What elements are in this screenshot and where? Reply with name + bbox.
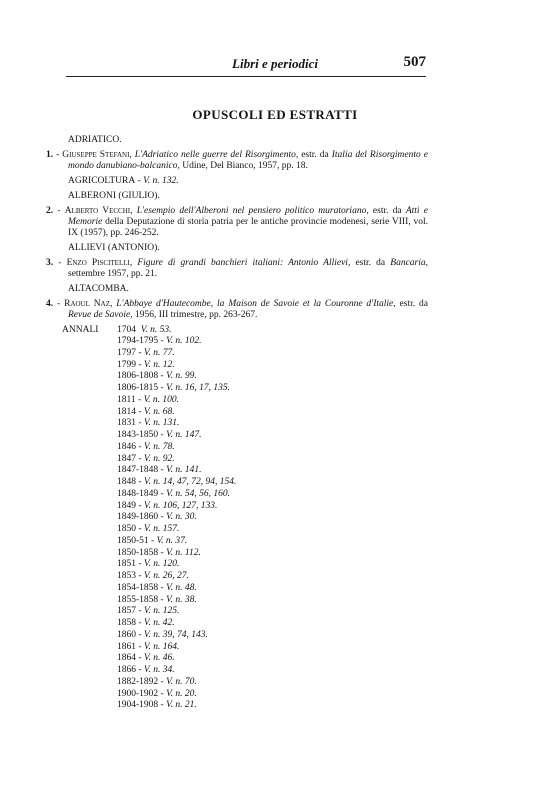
entry-rest: Udine, Del Bianco, 1957, pp. 18.: [179, 161, 308, 171]
year-crossref: V. n. 39, 74, 143.: [143, 629, 208, 640]
annali-year-row: 1847 - V. n. 92.: [117, 453, 175, 464]
entry-rest: settembre 1957, pp. 21.: [68, 269, 158, 279]
year-crossref: V. n. 99.: [166, 371, 197, 382]
heading-text: ALBERONI (GIULIO).: [68, 191, 160, 201]
bibliography-entry: 3. - Enzo Piscitelli, Figure di grandi banchieri italiani: Antonio Allievi, estr. da Bancaria, settembre 1957, pp. 21.: [46, 258, 429, 279]
year-range: 1846: [117, 441, 136, 452]
annali-year-row: 1850-1858 - V. n. 112.: [117, 547, 201, 558]
annali-year-row: 1904-1908 - V. n. 21.: [117, 700, 197, 711]
year-crossref: V. n. 54, 56, 160.: [166, 488, 231, 499]
annali-year-row: 1882-1892 - V. n. 70.: [117, 676, 197, 687]
year-range: 1849: [117, 500, 136, 511]
year-crossref: V. n. 16, 17, 135.: [166, 383, 231, 393]
annali-year-row: 1861 - V. n. 164.: [117, 641, 180, 652]
year-range: 1847: [117, 453, 136, 464]
annali-year-row: 1794-1795 - V. n. 102.: [117, 336, 202, 346]
annali-year-row: 1847-1848 - V. n. 141.: [117, 465, 202, 476]
year-crossref: V. n. 46.: [143, 653, 175, 664]
entry-author: Giuseppe Stefani,: [62, 150, 132, 160]
year-range: 1882-1892: [117, 676, 159, 687]
year-crossref: V. n. 164.: [143, 641, 180, 652]
annali-year-row: 1848-1849 - V. n. 54, 56, 160.: [117, 488, 231, 499]
year-crossref: V. n. 157.: [143, 524, 180, 534]
year-crossref: V. n. 106, 127, 133.: [143, 500, 218, 511]
entry-middle: estr. da: [368, 206, 406, 216]
year-range: 1857: [117, 606, 136, 617]
annali-year-row: 1858 - V. n. 42.: [117, 618, 175, 628]
year-crossref: V. n. 30.: [166, 512, 197, 523]
year-range: 1806-1815: [117, 383, 159, 393]
entry-number: 1.: [46, 150, 54, 160]
heading-crossref: - V. n. 132.: [135, 176, 179, 186]
annali-first-year: 1704: [117, 325, 136, 335]
entry-source: Revue de Savoie,: [68, 310, 133, 320]
heading-text: ALTACOMBA.: [68, 284, 129, 294]
year-range: 1794-1795: [117, 336, 159, 346]
year-range: 1849-1860: [117, 512, 159, 523]
year-range: 1831: [117, 418, 136, 429]
running-title: Libri e periodici: [232, 56, 318, 71]
annali-year-row: 1853 - V. n. 26, 27.: [117, 571, 189, 581]
year-range: 1797: [117, 347, 136, 358]
year-crossref: V. n. 125.: [143, 606, 180, 617]
year-crossref: V. n. 37.: [156, 535, 188, 546]
year-range: 1811: [117, 394, 136, 405]
year-range: 1853: [117, 571, 136, 581]
year-crossref: V. n. 102.: [166, 336, 202, 346]
year-range: 1864: [117, 653, 136, 664]
year-crossref: V. n. 21.: [166, 700, 197, 711]
year-range: 1848-1849: [117, 488, 159, 499]
index-heading: [68, 284, 428, 295]
entry-number: 2.: [46, 206, 54, 216]
heading-text: ALLIEVI (ANTONIO).: [68, 243, 160, 253]
header-rule: [66, 76, 426, 77]
annali-label: ANNALI: [62, 325, 99, 335]
entry-source: Bancaria,: [390, 258, 429, 268]
annali-year-row: 1848 - V. n. 14, 47, 72, 94, 154.: [117, 477, 237, 487]
year-crossref: V. n. 68.: [143, 406, 175, 417]
entry-number: 3.: [46, 258, 54, 268]
annali-year-row: 1860 - V. n. 39, 74, 143.: [117, 629, 208, 640]
heading-text: ADRIATICO.: [68, 135, 122, 145]
entry-middle: estr. da: [298, 150, 332, 160]
year-crossref: V. n. 70.: [166, 676, 197, 687]
annali-year-row: 1854-1858 - V. n. 48.: [117, 582, 197, 593]
entry-title: L'Adriatico nelle guerre del Risorgimento,: [134, 150, 299, 160]
year-crossref: V. n. 77.: [143, 347, 175, 358]
entry-middle: estr. da: [395, 299, 428, 309]
entry-title: L'Abbaye d'Hautecombe, la Maison de Savoie et la Couronne d'Italie,: [116, 299, 396, 309]
year-crossref: V. n. 131.: [143, 418, 180, 429]
entry-author: Alberto Vecchi,: [64, 206, 133, 216]
year-range: 1799: [117, 359, 136, 370]
annali-year-row: 1864 - V. n. 46.: [117, 653, 175, 664]
entry-source: Italia del Risorgimento e mondo danubiano-balcanico,: [68, 150, 428, 171]
year-range: 1806-1808: [117, 371, 159, 382]
year-crossref: V. n. 141.: [166, 465, 202, 476]
annali-year-row: 1851 - V. n. 120.: [117, 559, 180, 570]
section-title: OPUSCOLI ED ESTRATTI: [192, 107, 358, 122]
annali-year-row: 1799 - V. n. 12.: [117, 359, 175, 370]
year-range: 1904-1908: [117, 700, 159, 711]
entry-rest: 1956, III trimestre, pp. 263-267.: [132, 310, 258, 320]
year-range: 1854-1858: [117, 582, 159, 593]
entry-title: Figure di grandi banchieri italiani: Antonio Allievi,: [137, 258, 351, 268]
heading-text: AGRICOLTURA: [68, 176, 136, 186]
annali-year-row: 1806-1808 - V. n. 99.: [117, 371, 197, 382]
year-crossref: V. n. 147.: [166, 430, 202, 440]
annali-year-row: 1866 - V. n. 34.: [117, 665, 175, 675]
year-range: 1866: [117, 665, 136, 675]
annali-year-row: 1846 - V. n. 78.: [117, 441, 175, 452]
year-crossref: V. n. 42.: [143, 618, 175, 628]
annali-year-row: 1850-51 - V. n. 37.: [117, 535, 188, 546]
entry-source: Atti e Memorie: [68, 206, 428, 227]
annali-year-row: 1850 - V. n. 157.: [117, 524, 180, 534]
annali-year-row: 1814 - V. n. 68.: [117, 406, 175, 417]
page-header: [0, 0, 550, 90]
year-range: 1860: [117, 629, 136, 640]
year-crossref: V. n. 38.: [166, 594, 197, 605]
bibliography-entry: 4. - Raoul Naz, L'Abbaye d'Hautecombe, la Maison de Savoie et la Couronne d'Italie, estr. da Revue de Savoie, 1956, III trimestre, pp. 263-267.: [46, 299, 428, 320]
year-crossref: V. n. 78.: [143, 441, 175, 452]
year-range: 1851: [117, 559, 136, 570]
year-range: 1847-1848: [117, 465, 159, 476]
bibliography-entry: 2. - Alberto Vecchi, L'esempio dell'Alberoni nel pensiero politico muratoriano, estr. da Atti e Memorie della Deputazione di storia patria per le antiche provincie modenesi, serie VIII, vol. IX (1957), pp. 246-252.: [46, 206, 428, 238]
index-content: [46, 135, 429, 712]
annali-year-row: 1900-1902 - V. n. 20.: [117, 688, 197, 699]
entry-number: 4.: [46, 299, 54, 309]
year-crossref: V. n. 92.: [143, 453, 175, 464]
year-crossref: V. n. 20.: [166, 688, 197, 699]
year-crossref: V. n. 120.: [143, 559, 180, 570]
year-range: 1861: [117, 641, 136, 652]
annali-year-row: 1855-1858 - V. n. 38.: [117, 594, 197, 605]
annali-year-row: 1843-1850 - V. n. 147.: [117, 430, 202, 440]
year-range: 1848: [117, 477, 136, 487]
year-range: 1843-1850: [117, 430, 159, 440]
annali-year-row: 1806-1815 - V. n. 16, 17, 135.: [117, 383, 231, 393]
index-heading: [68, 135, 428, 146]
year-crossref: V. n. 26, 27.: [143, 571, 189, 581]
index-heading: [68, 243, 428, 254]
entry-title: L'esempio dell'Alberoni nel pensiero politico muratoriano,: [136, 206, 369, 216]
index-heading: [68, 191, 428, 202]
annali-year-row: 1857 - V. n. 125.: [117, 606, 180, 617]
year-range: 1855-1858: [117, 594, 159, 605]
year-range: 1850-51: [117, 535, 149, 546]
year-crossref: V. n. 14, 47, 72, 94, 154.: [143, 477, 237, 487]
year-range: 1858: [117, 618, 136, 628]
annali-year-row: 1811 - V. n. 100.: [117, 394, 180, 405]
entry-rest: della Deputazione di storia patria per le antiche provincie modenesi, serie VIII, vol. IX (1957), pp. 246-252.: [68, 217, 428, 238]
bibliography-entry: 1. - Giuseppe Stefani, L'Adriatico nelle guerre del Risorgimento, estr. da Italia del Risorgimento e mondo danubiano-balcanico, Udine, Del Bianco, 1957, pp. 18.: [46, 150, 428, 171]
annali-year-list: [117, 336, 428, 712]
year-crossref: V. n. 34.: [143, 665, 175, 675]
annali-year-row: 1849-1860 - V. n. 30.: [117, 512, 197, 523]
annali-first-ref: V. n. 53.: [140, 325, 172, 335]
year-range: 1850-1858: [117, 547, 159, 558]
year-crossref: V. n. 12.: [143, 359, 175, 370]
year-range: 1850: [117, 524, 136, 534]
annali-year-row: 1831 - V. n. 131.: [117, 418, 180, 429]
year-range: 1900-1902: [117, 688, 159, 699]
year-range: 1814: [117, 406, 136, 417]
index-heading: [68, 176, 428, 187]
annali-year-row: 1849 - V. n. 106, 127, 133.: [117, 500, 218, 511]
entry-middle: estr. da: [350, 258, 391, 268]
entry-author: Enzo Piscitelli,: [66, 258, 133, 268]
year-crossref: V. n. 112.: [166, 547, 201, 558]
annali-year-row: 1797 - V. n. 77.: [117, 347, 175, 358]
annali-heading: [62, 325, 428, 336]
entry-author: Raoul Naz,: [64, 299, 113, 309]
year-crossref: V. n. 100.: [143, 394, 180, 405]
page-number: 507: [403, 54, 426, 70]
year-crossref: V. n. 48.: [166, 582, 197, 593]
